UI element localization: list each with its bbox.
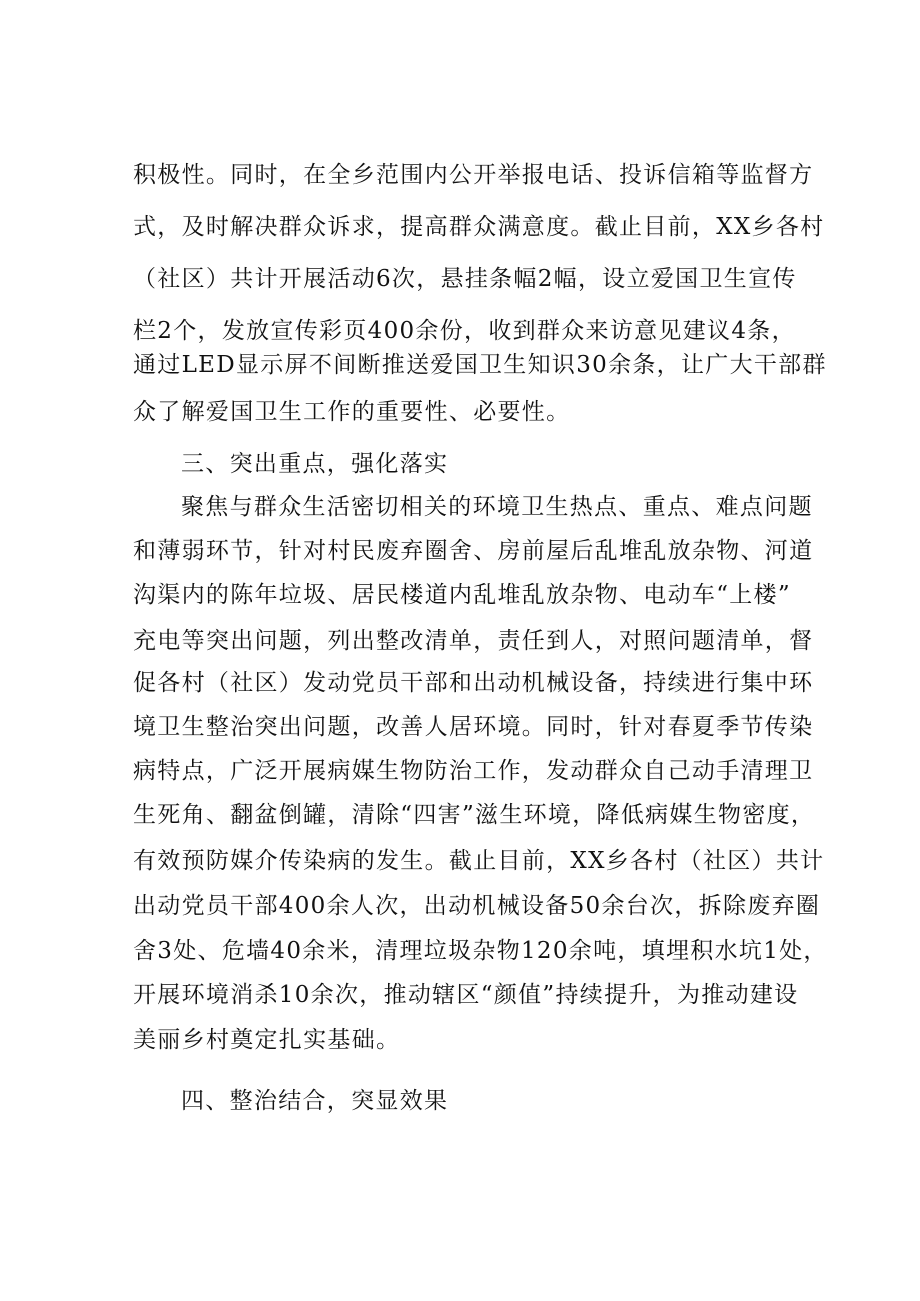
paragraph-line: 有效预防媒介传染病的发生。截止目前，XX乡各村（社区）共计 (133, 848, 825, 874)
paragraph-line: 充电等突出问题，列出整改清单，责任到人，对照问题清单，督 (133, 628, 814, 654)
paragraph-line: 和薄弱环节，针对村民废弃圈舍、房前屋后乱堆乱放杂物、河道 (133, 538, 814, 564)
paragraph-line: 聚焦与群众生活密切相关的环境卫生热点、重点、难点问题 (181, 494, 813, 520)
section-heading: 四、整治结合，突显效果 (181, 1088, 449, 1114)
paragraph-line: （社区）共计开展活动6次，悬挂条幅2幅，设立爱国卫生宣传 (133, 266, 797, 292)
paragraph-line: 境卫生整治突出问题，改善人居环境。同时，针对春夏季节传染 (133, 714, 814, 740)
paragraph-line: 通过LED显示屏不间断推送爱国卫生知识30余条，让广大干部群 (133, 352, 827, 378)
paragraph-line: 积极性。同时，在全乡范围内公开举报电话、投诉信箱等监督方 (133, 162, 814, 188)
paragraph-line: 式，及时解决群众诉求，提高群众满意度。截止目前，XX乡各村 (133, 214, 825, 240)
paragraph-line: 促各村（社区）发动党员干部和出动机械设备，持续进行集中环 (133, 670, 814, 696)
paragraph-line: 开展环境消杀10余次，推动辖区“颜值”持续提升，为推动建设 (133, 982, 799, 1008)
paragraph-line: 舍3处、危墙40余米，清理垃圾杂物120余吨，填埋积水坑1处， (133, 938, 828, 964)
paragraph-line: 出动党员干部400余人次，出动机械设备50余台次，拆除废弃圈 (133, 893, 821, 919)
section-heading: 三、突出重点，强化落实 (181, 451, 449, 477)
paragraph-line: 病特点，广泛开展病媒生物防治工作，发动群众自己动手清理卫 (133, 758, 814, 784)
paragraph-line: 生死角、翻盆倒罐，清除“四害”滋生环境，降低病媒生物密度， (133, 802, 816, 828)
paragraph-line: 沟渠内的陈年垃圾、居民楼道内乱堆乱放杂物、电动车“上楼” (133, 582, 791, 608)
paragraph-line: 美丽乡村奠定扎实基础。 (133, 1027, 401, 1053)
paragraph-line: 众了解爱国卫生工作的重要性、必要性。 (133, 399, 571, 425)
paragraph-line: 栏2个，发放宣传彩页400余份，收到群众来访意见建议4条， (133, 318, 796, 344)
